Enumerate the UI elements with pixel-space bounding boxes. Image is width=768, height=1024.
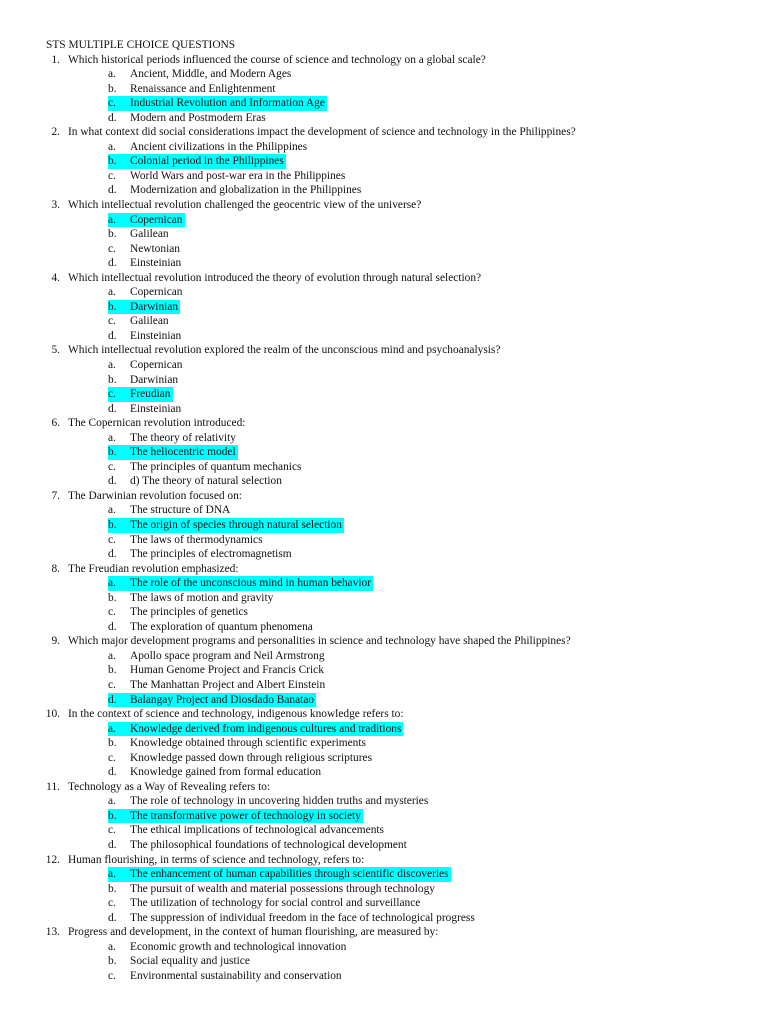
option-text: Environmental sustainability and conservation [130,969,342,982]
option-text: Knowledge obtained through scientific experiments [130,737,366,750]
answer-option [0,227,768,242]
option-text: Colonial period in the Philippines [130,155,284,168]
option-letter: a. [108,286,116,299]
answer-option [0,896,768,911]
highlighted-answer-option [0,809,768,824]
option-text: Knowledge derived from indigenous cultures and traditions [130,722,402,735]
answer-option [0,358,768,373]
option-letter: c. [108,96,130,111]
option-text: Knowledge passed down through religious scriptures [130,751,373,764]
question-number: 8. [51,562,60,575]
highlighted-answer-option [0,722,768,737]
answer-option [0,663,768,678]
option-letter: b. [108,737,117,750]
answer-option [0,256,768,271]
question-11 [0,780,768,795]
question-text: Which major development programs and personalities in science and technology have shaped the Philippines? [68,635,571,648]
option-text: Copernican [130,213,183,226]
question-6 [0,416,768,431]
highlighted-answer-option [0,96,768,111]
question-number: 3. [51,198,60,211]
question-number: 5. [51,344,60,357]
question-text: Human flourishing, in terms of science and technology, refers to: [68,853,365,866]
option-text: Galilean [130,315,169,328]
document-title: STS MULTIPLE CHOICE QUESTIONS [46,39,236,51]
option-letter: c. [108,679,116,692]
option-text: Economic growth and technological innovation [130,940,347,953]
option-text: The principles of quantum mechanics [130,460,302,473]
option-letter: a. [108,358,116,371]
answer-option [0,736,768,751]
option-text: The heliocentric model [130,446,236,459]
option-letter: c. [108,897,116,910]
highlighted-answer-option [0,576,768,591]
option-letter: b. [108,445,131,460]
option-text: The principles of genetics [130,606,248,619]
option-text: The laws of thermodynamics [130,533,263,546]
question-5 [0,343,768,358]
option-letter: c. [108,315,116,328]
option-text: Modernization and globalization in the Philippines [130,184,362,197]
option-text: World Wars and post-war era in the Philippines [130,169,346,182]
question-text: Which historical periods influenced the course of science and technology on a global scale? [68,53,486,66]
option-letter: b. [108,82,117,95]
option-letter: c. [108,242,116,255]
question-number: 6. [51,417,60,430]
option-text: The exploration of quantum phenomena [130,620,313,633]
highlighted-answer-option [0,867,768,882]
question-4 [0,271,768,286]
highlighted-answer-option [0,213,768,228]
option-letter: b. [108,664,117,677]
question-text: Progress and development, in the context of human flourishing, are measured by: [68,926,439,939]
option-letter: b. [108,154,131,169]
option-letter: a. [108,576,130,591]
option-letter: c. [108,533,116,546]
answer-option [0,940,768,955]
question-13 [0,925,768,940]
question-text: Which intellectual revolution explored the realm of the unconscious mind and psychoanalysis? [68,344,501,357]
option-text: Balangay Project and Diosdado Banatao [130,693,315,706]
option-text: Einsteinian [130,257,182,270]
option-letter: d. [108,257,117,270]
question-text: Which intellectual revolution introduced the theory of evolution through natural selection? [68,271,482,284]
option-text: Ancient, Middle, and Modern Ages [130,68,292,81]
option-letter: a. [108,213,130,228]
option-text: The enhancement of human capabilities through scientific discoveries [130,868,449,881]
question-text: The Darwinian revolution focused on: [68,489,242,502]
answer-option [0,751,768,766]
highlighted-answer-option [0,154,768,169]
option-text: The suppression of individual freedom in the face of technological progress [130,911,475,924]
answer-option [0,969,768,984]
option-text: The utilization of technology for social control and surveillance [130,897,421,910]
option-letter: d. [108,839,117,852]
option-text: Copernican [130,358,183,371]
answer-option [0,823,768,838]
option-letter: c. [108,824,116,837]
highlighted-answer-option [0,300,768,315]
answer-option [0,183,768,198]
option-letter: c. [108,969,116,982]
option-text: Ancient civilizations in the Philippines [130,140,308,153]
question-3 [0,198,768,213]
answer-option [0,678,768,693]
answer-option [0,373,768,388]
answer-option [0,474,768,489]
question-text: The Copernican revolution introduced: [68,417,246,430]
answer-option [0,882,768,897]
option-text: Social equality and justice [130,955,250,968]
answer-option [0,402,768,417]
option-text: The transformative power of technology in society [130,809,361,822]
option-letter: d. [108,184,117,197]
answer-option [0,620,768,635]
option-letter: d. [108,620,117,633]
option-letter: d. [108,111,117,124]
option-text: The laws of motion and gravity [130,591,274,604]
option-text: Apollo space program and Neil Armstrong [130,649,325,662]
option-letter: b. [108,882,117,895]
option-letter: a. [108,140,116,153]
option-text: The structure of DNA [130,504,231,517]
option-letter: c. [108,169,116,182]
highlighted-answer-option [0,693,768,708]
option-letter: b. [108,373,117,386]
option-text: The origin of species through natural selection [130,519,342,531]
option-text: Copernican [130,286,183,299]
answer-option [0,314,768,329]
question-number: 13. [45,926,60,939]
option-text: The theory of relativity [130,431,236,444]
option-letter: c. [108,387,130,402]
option-letter: c. [108,460,116,473]
option-text: Industrial Revolution and Information Age [130,97,325,110]
answer-option [0,169,768,184]
question-2 [0,125,768,140]
answer-option [0,911,768,926]
option-letter: d. [108,693,131,708]
option-text: The role of the unconscious mind in human behavior [130,577,372,590]
option-text: The role of technology in uncovering hidden truths and mysteries [130,795,429,808]
option-text: The principles of electromagnetism [130,548,292,561]
option-text: The Manhattan Project and Albert Einstein [130,679,326,692]
answer-option [0,794,768,809]
question-number: 12. [45,853,60,866]
option-letter: b. [108,300,131,315]
option-letter: a. [108,867,130,882]
question-text: The Freudian revolution emphasized: [68,562,239,575]
question-number: 7. [51,489,60,502]
option-text: Newtonian [130,242,180,255]
option-text: d) The theory of natural selection [130,475,282,488]
option-letter: d. [108,475,117,488]
option-text: Darwinian [130,373,179,386]
question-text: In the context of science and technology, indigenous knowledge refers to: [68,708,404,721]
answer-option [0,547,768,562]
answer-option [0,460,768,475]
highlighted-answer-option [0,445,768,460]
answer-option [0,329,768,344]
option-text: Human Genome Project and Francis Crick [130,664,324,677]
option-text: Renaissance and Enlightenment [130,82,276,95]
option-letter: d. [108,329,117,342]
highlighted-answer-option [0,518,768,533]
option-text: Freudian [130,388,171,401]
answer-option [0,591,768,606]
option-letter: a. [108,68,116,81]
answer-option [0,954,768,969]
option-text: Knowledge gained from formal education [130,766,322,779]
answer-option [0,111,768,126]
question-7 [0,489,768,504]
answer-option [0,503,768,518]
option-letter: d. [108,402,117,415]
option-text: Galilean [130,228,169,241]
option-text: The pursuit of wealth and material possessions through technology [130,882,435,895]
option-letter: c. [108,606,116,619]
answer-option [0,649,768,664]
answer-option [0,140,768,155]
question-number: 9. [51,635,60,648]
option-letter: d. [108,911,117,924]
option-letter: a. [108,795,116,808]
option-text: Modern and Postmodern Eras [130,111,266,124]
question-text: Which intellectual revolution challenged the geocentric view of the universe? [68,198,422,211]
option-letter: c. [108,751,116,764]
option-letter: a. [108,722,130,737]
answer-option [0,838,768,853]
option-letter: b. [108,955,117,968]
question-12 [0,853,768,868]
question-text: In what context did social considerations impact the development of science and technology in the Philippines? [68,126,576,139]
question-9 [0,634,768,649]
question-number: 1. [51,53,60,66]
answer-option [0,431,768,446]
option-letter: b. [108,228,117,241]
option-letter: a. [108,940,116,953]
answer-option [0,242,768,257]
question-number: 4. [51,271,60,284]
highlighted-answer-option [0,387,768,402]
question-number: 2. [51,126,60,139]
option-letter: b. [108,591,117,604]
question-1 [0,53,768,68]
question-number: 11. [46,780,60,793]
option-letter: d. [108,766,117,779]
option-text: Darwinian [130,300,179,313]
option-letter: b. [108,518,131,533]
question-list [0,53,768,984]
question-10 [0,707,768,722]
answer-option [0,67,768,82]
option-text: Einsteinian [130,402,182,415]
option-letter: a. [108,649,116,662]
option-letter: a. [108,504,116,517]
option-letter: d. [108,548,117,561]
answer-option [0,765,768,780]
option-text: The ethical implications of technological advancements [130,824,384,837]
answer-option [0,605,768,620]
option-text: The philosophical foundations of technological development [130,839,407,852]
option-letter: a. [108,431,116,444]
option-text: Einsteinian [130,329,182,342]
answer-option [0,82,768,97]
question-text: Technology as a Way of Revealing refers to: [68,780,271,793]
answer-option [0,533,768,548]
answer-option [0,285,768,300]
question-8 [0,562,768,577]
question-number: 10. [45,708,60,721]
option-letter: b. [108,809,131,824]
